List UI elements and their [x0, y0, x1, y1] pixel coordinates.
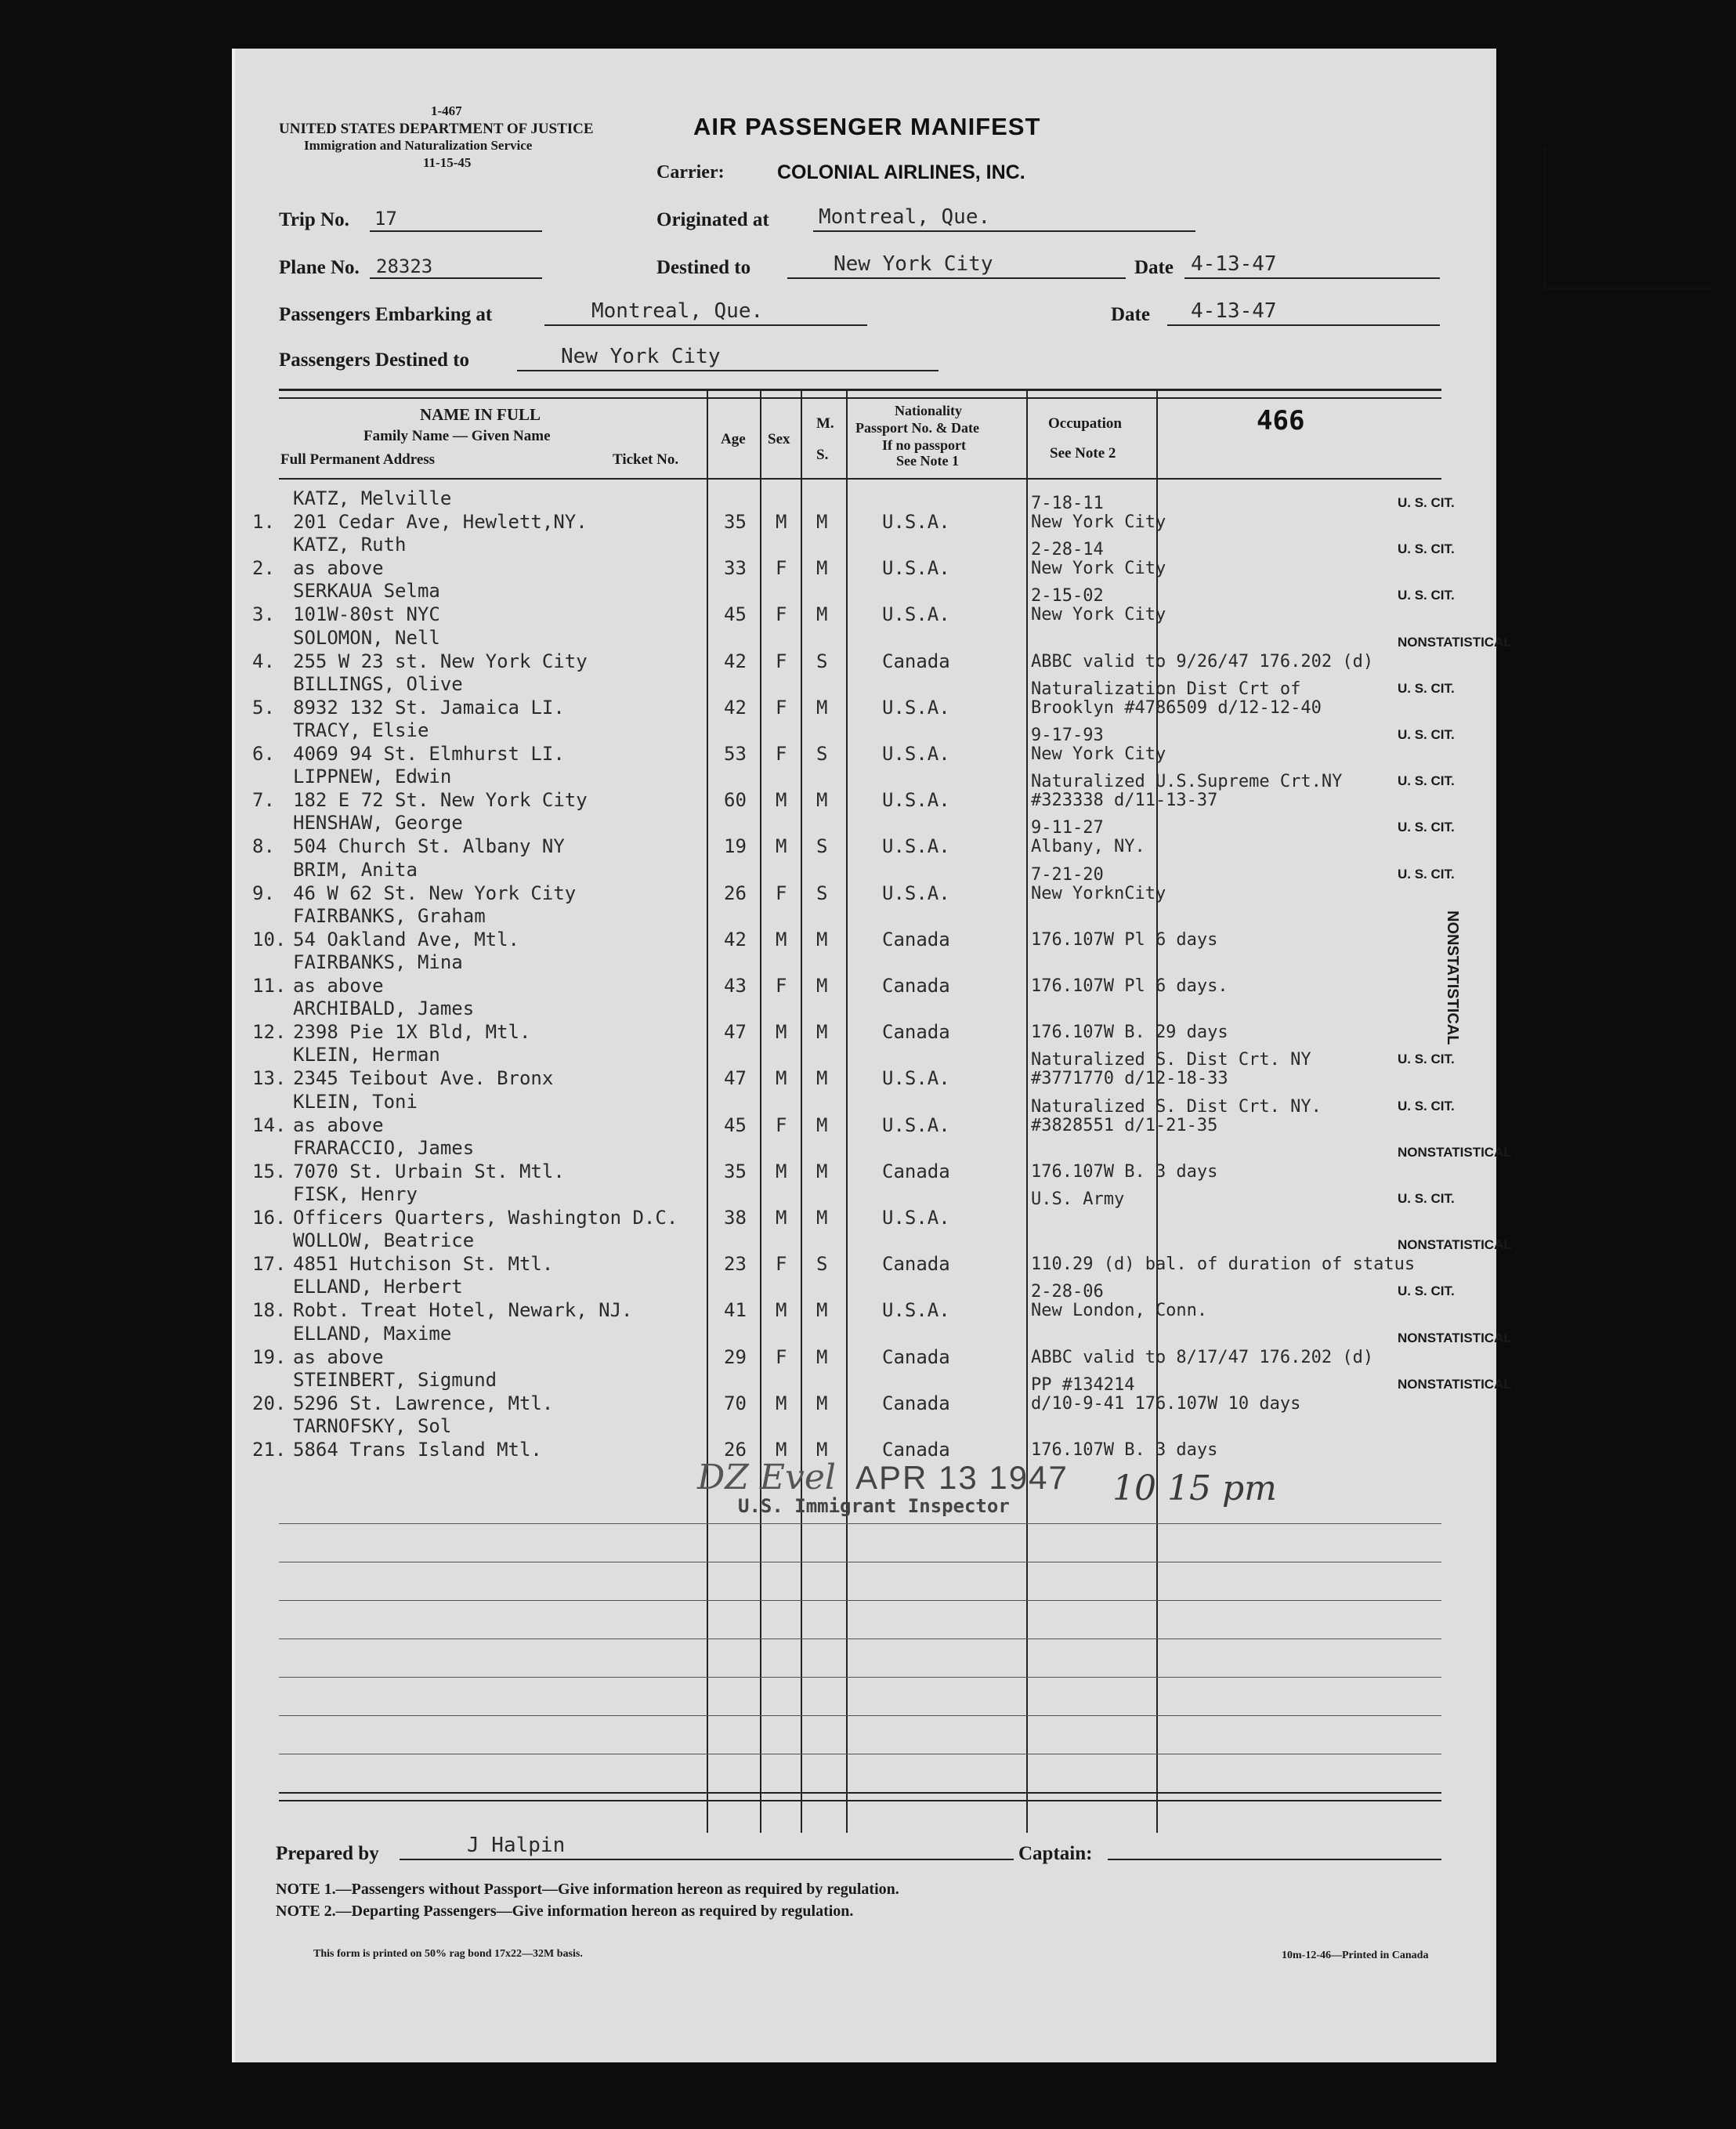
passenger-status: U. S. CIT.	[1398, 588, 1455, 603]
passenger-nationality: U.S.A.	[882, 743, 950, 765]
passenger-age: 29	[724, 1345, 747, 1368]
passenger-address: 54 Oakland Ave, Mtl.	[293, 928, 519, 950]
row-number: 13.	[252, 1067, 287, 1090]
passenger-sex: M	[776, 1439, 787, 1461]
passenger-sex: M	[776, 1160, 787, 1182]
passenger-name: STEINBERT, Sigmund	[293, 1368, 497, 1391]
passenger-status: U. S. CIT.	[1398, 495, 1455, 510]
note-1: NOTE 1.—Passengers without Passport—Give information hereon as required by regulation.	[276, 1881, 899, 1898]
passenger-name: TARNOFSKY, Sol	[293, 1415, 452, 1437]
destined-value: New York City	[561, 345, 721, 368]
passenger-address: 101W-80st NYC	[293, 603, 440, 626]
passenger-nationality: Canada	[882, 1345, 950, 1368]
header-address: Full Permanent Address	[280, 451, 436, 468]
passenger-occupation: 2-15-02	[1031, 586, 1104, 606]
passenger-address: 2345 Teibout Ave. Bronx	[293, 1067, 554, 1090]
date-label: Date	[1134, 257, 1174, 278]
row-number: 18.	[252, 1299, 287, 1322]
passenger-address: as above	[293, 1345, 384, 1368]
passenger-marital: S	[816, 1253, 828, 1276]
passenger-age: 42	[724, 696, 747, 719]
passenger-name: HENSHAW, George	[293, 812, 463, 835]
date2-value: 4-13-47	[1191, 299, 1277, 323]
blank-row-rule	[279, 1523, 1441, 1524]
passenger-age: 23	[724, 1253, 747, 1276]
passenger-age: 42	[724, 650, 747, 672]
passenger-occupation: 7-18-11	[1031, 494, 1104, 513]
passenger-status: U. S. CIT.	[1398, 820, 1455, 835]
blank-row-rule	[279, 1677, 1441, 1678]
passenger-remark: #3771770 d/12-18-33	[1031, 1069, 1228, 1089]
carrier-name: COLONIAL AIRLINES, INC.	[777, 161, 1025, 183]
passenger-nationality: U.S.A.	[882, 1207, 950, 1229]
passenger-occupation: U.S. Army	[1031, 1189, 1125, 1209]
passenger-status: U. S. CIT.	[1398, 1098, 1455, 1113]
row-number: 17.	[252, 1253, 287, 1276]
passenger-address: as above	[293, 1113, 384, 1136]
passenger-remark: 176.107W B. 3 days	[1031, 1161, 1218, 1182]
header-ticket: Ticket No.	[613, 451, 679, 468]
passenger-marital: S	[816, 743, 828, 765]
passenger-occupation: 9-17-93	[1031, 726, 1104, 745]
passenger-age: 43	[724, 975, 747, 997]
passenger-occupation: PP #134214	[1031, 1374, 1135, 1395]
passenger-age: 33	[724, 557, 747, 580]
passenger-marital: M	[816, 1345, 828, 1368]
passenger-marital: M	[816, 1207, 828, 1229]
row-number: 10.	[252, 928, 287, 950]
passenger-status: U. S. CIT.	[1398, 541, 1455, 557]
passenger-name: ELLAND, Maxime	[293, 1322, 452, 1345]
passenger-remark: New York City	[1031, 559, 1166, 579]
passenger-nationality: Canada	[882, 650, 950, 672]
prepared-value: J Halpin	[467, 1834, 566, 1857]
header-sex: Sex	[768, 431, 790, 447]
passenger-sex: F	[776, 975, 787, 997]
form-number: 1-467	[431, 103, 462, 118]
row-number: 1.	[252, 511, 275, 533]
passenger-status: U. S. CIT.	[1398, 866, 1455, 882]
passenger-nationality: Canada	[882, 975, 950, 997]
passenger-status: U. S. CIT.	[1398, 1191, 1455, 1206]
passenger-name: LIPPNEW, Edwin	[293, 766, 452, 788]
row-number: 3.	[252, 603, 275, 626]
passenger-status: NONSTATISTICAL	[1398, 1376, 1512, 1392]
date2-label: Date	[1111, 304, 1150, 325]
passenger-name: BILLINGS, Olive	[293, 672, 463, 695]
passenger-sex: F	[776, 603, 787, 626]
passenger-name: KATZ, Ruth	[293, 534, 407, 556]
passenger-age: 47	[724, 1021, 747, 1044]
passenger-sex: M	[776, 789, 787, 812]
row-number: 5.	[252, 696, 275, 719]
passenger-sex: M	[776, 835, 787, 858]
passenger-age: 42	[724, 928, 747, 950]
row-number: 11.	[252, 975, 287, 997]
passenger-remark: 176.107W B. 3 days	[1031, 1440, 1218, 1460]
row-number: 9.	[252, 882, 275, 904]
note-2: NOTE 2.—Departing Passengers—Give information hereon as required by regulation.	[276, 1903, 854, 1920]
passenger-marital: M	[816, 696, 828, 719]
passenger-sex: F	[776, 650, 787, 672]
passenger-marital: M	[816, 1392, 828, 1414]
passenger-marital: M	[816, 1021, 828, 1044]
manifest-title: AIR PASSENGER MANIFEST	[693, 113, 1041, 140]
passenger-marital: M	[816, 557, 828, 580]
passenger-status: NONSTATISTICAL	[1398, 634, 1512, 650]
passenger-nationality: U.S.A.	[882, 511, 950, 533]
passenger-occupation: Naturalized U.S.Supreme Crt.NY	[1031, 772, 1343, 792]
passenger-address: 4851 Hutchison St. Mtl.	[293, 1253, 554, 1276]
passenger-marital: M	[816, 1113, 828, 1136]
form-date: 11-15-45	[423, 155, 472, 170]
stamp-time: 10 15 pm	[1112, 1468, 1277, 1508]
passenger-status: NONSTATISTICAL	[1398, 1237, 1512, 1253]
passenger-age: 35	[724, 511, 747, 533]
header-age: Age	[721, 431, 746, 447]
captain-label: Captain:	[1018, 1843, 1093, 1864]
passenger-marital: M	[816, 603, 828, 626]
passenger-sex: M	[776, 1021, 787, 1044]
passenger-sex: M	[776, 511, 787, 533]
passenger-occupation: 9-11-27	[1031, 818, 1104, 838]
passenger-status: U. S. CIT.	[1398, 1284, 1455, 1299]
header-occupation: Occupation	[1048, 415, 1122, 432]
passenger-nationality: U.S.A.	[882, 557, 950, 580]
passenger-name: FRARACCIO, James	[293, 1136, 475, 1159]
header-passport: Passport No. & Date	[855, 420, 979, 436]
passenger-remark: Brooklyn #4786509 d/12-12-40	[1031, 697, 1322, 718]
origin-value: Montreal, Que.	[819, 205, 991, 229]
passenger-nationality: Canada	[882, 1021, 950, 1044]
side-stamp: NONSTATISTICAL	[1444, 911, 1461, 1045]
passenger-name: SERKAUA Selma	[293, 580, 440, 603]
passenger-address: 4069 94 St. Elmhurst LI.	[293, 743, 565, 765]
passenger-address: 8932 132 St. Jamaica LI.	[293, 696, 565, 719]
print-code: 10m-12-46—Printed in Canada	[1282, 1950, 1429, 1961]
row-number: 4.	[252, 650, 275, 672]
passenger-marital: S	[816, 650, 828, 672]
blank-row-rule	[279, 1715, 1441, 1716]
embark-value: Montreal, Que.	[591, 299, 764, 323]
passenger-status: U. S. CIT.	[1398, 1052, 1455, 1067]
passenger-age: 70	[724, 1392, 747, 1414]
passenger-nationality: Canada	[882, 1392, 950, 1414]
passenger-nationality: Canada	[882, 1160, 950, 1182]
passenger-sex: M	[776, 928, 787, 950]
row-number: 15.	[252, 1160, 287, 1182]
passenger-remark: #3828551 d/1-21-35	[1031, 1115, 1218, 1135]
passenger-remark: 110.29 (d) bal. of duration of status	[1031, 1255, 1416, 1275]
origin-label: Originated at	[656, 209, 769, 230]
passenger-name: SOLOMON, Nell	[293, 626, 440, 649]
prepared-label: Prepared by	[276, 1843, 379, 1864]
print-note: This form is printed on 50% rag bond 17x22—32M basis.	[313, 1948, 583, 1960]
passenger-occupation: 2-28-14	[1031, 540, 1104, 560]
passenger-sex: F	[776, 882, 787, 904]
date-value: 4-13-47	[1191, 252, 1277, 276]
passenger-status: U. S. CIT.	[1398, 773, 1455, 789]
passenger-nationality: Canada	[882, 928, 950, 950]
passenger-remark: Albany, NY.	[1031, 837, 1145, 857]
passenger-age: 47	[724, 1067, 747, 1090]
passenger-remark: d/10-9-41 176.107W 10 days	[1031, 1393, 1301, 1414]
plane-number: 28323	[376, 255, 433, 277]
passenger-sex: F	[776, 696, 787, 719]
header-family-given: Family Name — Given Name	[363, 428, 551, 444]
header-no-passport: If no passport	[882, 437, 967, 453]
passenger-address: 182 E 72 St. New York City	[293, 789, 588, 812]
plane-label: Plane No.	[279, 257, 360, 278]
passenger-address: as above	[293, 975, 384, 997]
destination-label: Destined to	[656, 257, 751, 278]
passenger-name: TRACY, Elsie	[293, 719, 429, 741]
service: Immigration and Naturalization Service	[304, 138, 533, 153]
passenger-name: FAIRBANKS, Graham	[293, 904, 486, 927]
passenger-marital: M	[816, 511, 828, 533]
passenger-nationality: Canada	[882, 1439, 950, 1461]
passenger-remark: New London, Conn.	[1031, 1301, 1208, 1321]
passenger-address: as above	[293, 557, 384, 580]
passenger-occupation: 2-28-06	[1031, 1282, 1104, 1302]
passenger-remark: ABBC valid to 8/17/47 176.202 (d)	[1031, 1347, 1374, 1367]
manifest-page	[232, 49, 1512, 2062]
passenger-name: FISK, Henry	[293, 1183, 418, 1205]
carrier-label: Carrier:	[656, 162, 725, 183]
passenger-remark: #323338 d/11-13-37	[1031, 791, 1218, 811]
passenger-nationality: U.S.A.	[882, 696, 950, 719]
passenger-status: NONSTATISTICAL	[1398, 1330, 1512, 1345]
header-name: NAME IN FULL	[420, 405, 541, 424]
passenger-marital: M	[816, 1160, 828, 1182]
passenger-age: 35	[724, 1160, 747, 1182]
passenger-remark: 176.107W B. 29 days	[1031, 1023, 1228, 1043]
passenger-remark: 176.107W Pl 6 days	[1031, 929, 1218, 950]
passenger-name: BRIM, Anita	[293, 858, 418, 881]
passenger-address: 2398 Pie 1X Bld, Mtl.	[293, 1021, 531, 1044]
passenger-nationality: U.S.A.	[882, 882, 950, 904]
passenger-name: KLEIN, Herman	[293, 1044, 440, 1066]
stamp-date: APR 13 1947	[855, 1459, 1069, 1496]
destination-value: New York City	[834, 252, 993, 276]
passenger-name: KLEIN, Toni	[293, 1090, 418, 1113]
row-number: 20.	[252, 1392, 287, 1414]
passenger-address: 255 W 23 st. New York City	[293, 650, 588, 672]
passenger-address: 7070 St. Urbain St. Mtl.	[293, 1160, 565, 1182]
passenger-age: 53	[724, 743, 747, 765]
passenger-occupation: 7-21-20	[1031, 864, 1104, 885]
passenger-sex: M	[776, 1392, 787, 1414]
passenger-sex: F	[776, 557, 787, 580]
passenger-remark: New York City	[1031, 744, 1166, 764]
passenger-marital: S	[816, 882, 828, 904]
passenger-nationality: U.S.A.	[882, 1113, 950, 1136]
passenger-occupation: Naturalization Dist Crt of	[1031, 679, 1301, 699]
passenger-address: 504 Church St. Albany NY	[293, 835, 565, 858]
row-number: 19.	[252, 1345, 287, 1368]
passenger-remark: ABBC valid to 9/26/47 176.202 (d)	[1031, 651, 1374, 672]
corner-box	[1543, 147, 1710, 290]
passenger-sex: F	[776, 743, 787, 765]
stamp-role: U.S. Immigrant Inspector	[738, 1495, 1010, 1517]
passenger-marital: M	[816, 1299, 828, 1322]
row-number: 6.	[252, 743, 275, 765]
department: UNITED STATES DEPARTMENT OF JUSTICE	[279, 121, 594, 137]
passenger-nationality: U.S.A.	[882, 1299, 950, 1322]
header-ms-s: S.	[816, 447, 829, 463]
passenger-occupation: Naturalized S. Dist Crt. NY	[1031, 1050, 1311, 1070]
passenger-nationality: U.S.A.	[882, 1067, 950, 1090]
blank-row-rule	[279, 1638, 1441, 1639]
header-note2: See Note 2	[1050, 445, 1116, 462]
passenger-address: 5296 St. Lawrence, Mtl.	[293, 1392, 554, 1414]
passenger-sex: M	[776, 1299, 787, 1322]
passenger-address: 201 Cedar Ave, Hewlett,NY.	[293, 511, 588, 533]
passenger-marital: M	[816, 1067, 828, 1090]
passenger-age: 19	[724, 835, 747, 858]
passenger-age: 45	[724, 603, 747, 626]
row-number: 8.	[252, 835, 275, 858]
passenger-address: 46 W 62 St. New York City	[293, 882, 577, 904]
passenger-marital: M	[816, 928, 828, 950]
passenger-age: 26	[724, 882, 747, 904]
passenger-marital: M	[816, 789, 828, 812]
passenger-marital: M	[816, 1439, 828, 1461]
passenger-address: Robt. Treat Hotel, Newark, NJ.	[293, 1299, 633, 1322]
passenger-name: ARCHIBALD, James	[293, 998, 475, 1020]
passenger-age: 60	[724, 789, 747, 812]
trip-label: Trip No.	[279, 209, 349, 230]
header-nationality: Nationality	[895, 403, 963, 418]
trip-number: 17	[374, 208, 397, 230]
passenger-age: 26	[724, 1439, 747, 1461]
inspector-signature: DZ Evel	[697, 1457, 836, 1497]
passenger-status: U. S. CIT.	[1398, 727, 1455, 742]
passenger-sex: M	[776, 1067, 787, 1090]
row-number: 14.	[252, 1113, 287, 1136]
destined-label: Passengers Destined to	[279, 349, 470, 371]
passenger-nationality: U.S.A.	[882, 603, 950, 626]
row-number: 21.	[252, 1439, 287, 1461]
passenger-address: 5864 Trans Island Mtl.	[293, 1439, 542, 1461]
passenger-remark: New York City	[1031, 512, 1166, 532]
passenger-sex: M	[776, 1207, 787, 1229]
passenger-nationality: U.S.A.	[882, 789, 950, 812]
passenger-nationality: Canada	[882, 1253, 950, 1276]
row-number: 16.	[252, 1207, 287, 1229]
passenger-remark: New York City	[1031, 605, 1166, 625]
passenger-sex: F	[776, 1253, 787, 1276]
passenger-remark: New YorknCity	[1031, 883, 1166, 903]
blank-row-rule	[279, 1600, 1441, 1601]
passenger-sex: F	[776, 1113, 787, 1136]
passenger-sex: F	[776, 1345, 787, 1368]
header-ms-m: M.	[816, 415, 834, 432]
row-number: 2.	[252, 557, 275, 580]
passenger-age: 38	[724, 1207, 747, 1229]
passenger-marital: M	[816, 975, 828, 997]
passenger-nationality: U.S.A.	[882, 835, 950, 858]
passenger-age: 41	[724, 1299, 747, 1322]
passenger-age: 45	[724, 1113, 747, 1136]
header-note1: See Note 1	[896, 453, 959, 469]
passenger-status: NONSTATISTICAL	[1398, 1144, 1512, 1160]
passenger-status: U. S. CIT.	[1398, 680, 1455, 696]
passenger-name: FAIRBANKS, Mina	[293, 951, 463, 973]
passenger-remark: 176.107W Pl 6 days.	[1031, 976, 1228, 996]
passenger-name: WOLLOW, Beatrice	[293, 1229, 475, 1252]
passenger-occupation: Naturalized S. Dist Crt. NY.	[1031, 1096, 1322, 1117]
passenger-marital: S	[816, 835, 828, 858]
passenger-name: ELLAND, Herbert	[293, 1276, 463, 1298]
page-number: 466	[1257, 405, 1305, 436]
row-number: 7.	[252, 789, 275, 812]
passenger-address: Officers Quarters, Washington D.C.	[293, 1207, 678, 1229]
passenger-name: KATZ, Melville	[293, 487, 452, 509]
embark-label: Passengers Embarking at	[279, 304, 493, 325]
row-number: 12.	[252, 1021, 287, 1044]
